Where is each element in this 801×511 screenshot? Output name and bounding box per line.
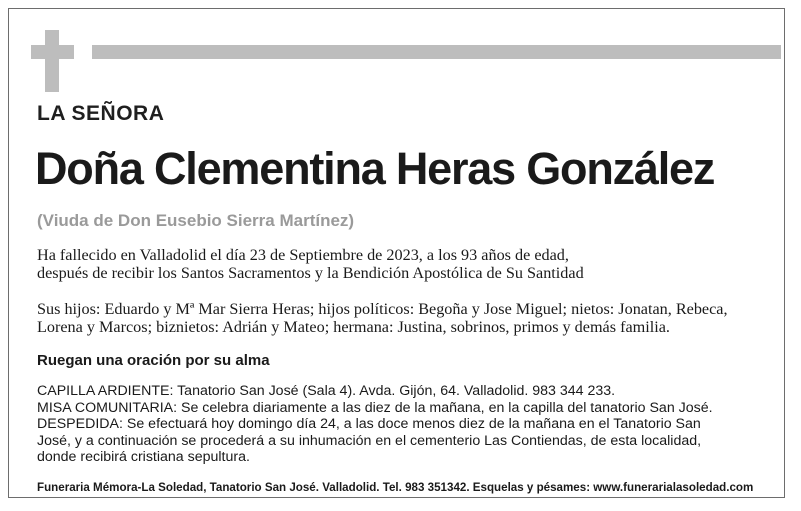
family-line: Sus hijos: Eduardo y Mª Mar Sierra Heras; hijos políticos: Begoña y Jose Miguel; nietos: Jonatan, Rebeca, — [37, 300, 728, 318]
obituary-frame — [8, 8, 785, 498]
cross-icon — [45, 30, 59, 92]
honorific: LA SEÑORA — [37, 102, 165, 125]
funeral-home-footer: Funeraria Mémora-La Soledad, Tanatorio San José. Valladolid. Tel. 983 351342. Esquelas y pésames: www.funerarialasoledad.com — [37, 481, 754, 494]
deceased-name: Doña Clementina Heras González — [35, 143, 715, 194]
service-line: DESPEDIDA: Se efectuará hoy domingo día 24, a las doce menos diez de la mañana en el Tanatorio San — [37, 416, 701, 432]
header-bar — [92, 45, 781, 59]
service-line: MISA COMUNITARIA: Se celebra diariamente a las diez de la mañana, en la capilla del tanatorio San José. — [37, 399, 713, 416]
death-notice — [37, 246, 584, 282]
service-line: donde recibirá cristiana sepultura. — [37, 449, 250, 465]
death-notice-line: después de recibir los Santos Sacramentos y la Bendición Apostólica de Su Santidad — [37, 264, 584, 282]
cross-icon-crossbar — [31, 45, 74, 59]
prayer-request: Ruegan una oración por su alma — [37, 352, 270, 369]
service-line: CAPILLA ARDIENTE: Tanatorio San José (Sala 4). Avda. Gijón, 64. Valladolid. 983 344 233. — [37, 383, 616, 399]
family-line: Lorena y Marcos; biznietos: Adrián y Mateo; hermana: Justina, sobrinos, primos y demás familia. — [37, 318, 670, 336]
service-line: José, y a continuación se procederá a su inhumación en el cementerio Las Contiendas, de esta localidad, — [37, 432, 702, 449]
family-list — [37, 300, 728, 336]
widow-note: (Viuda de Don Eusebio Sierra Martínez) — [37, 211, 355, 230]
death-notice-line: Ha fallecido en Valladolid el día 23 de Septiembre de 2023, a los 93 años de edad, — [37, 246, 569, 264]
services-info — [37, 383, 713, 466]
